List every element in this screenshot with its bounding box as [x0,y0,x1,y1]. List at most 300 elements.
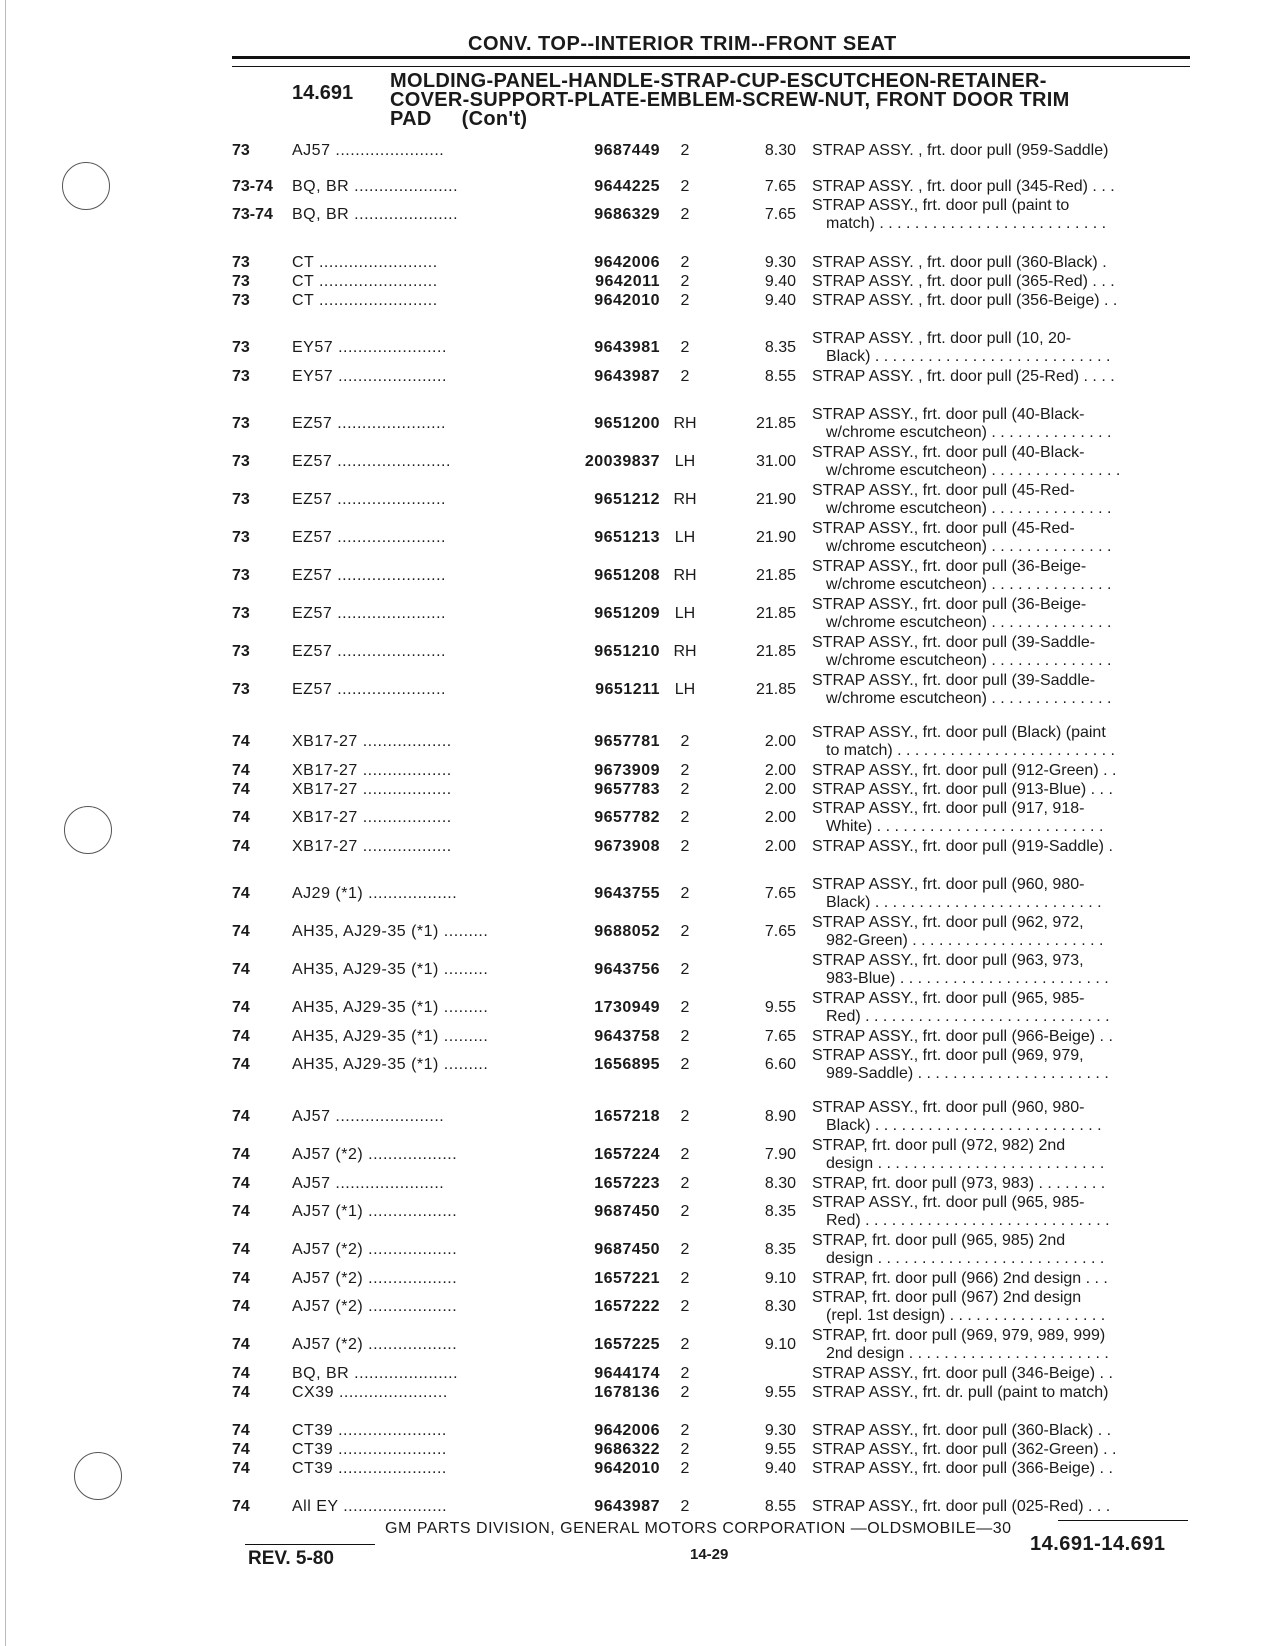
row-description [812,330,1184,366]
row-year: 74 [232,1336,250,1353]
row-part-number: 9643758 [594,1028,660,1045]
row-year: 73 [232,529,250,546]
row-part-number: 9651211 [595,681,660,698]
row-description-line: STRAP ASSY. , frt. door pull (959-Saddle) [812,142,1109,159]
row-description-line: w/chrome escutcheon) . . . . . . . . . . . . . . [826,538,1112,555]
row-part-number: 1657223 [594,1175,660,1192]
row-description [812,914,1184,950]
row-description-line: STRAP ASSY., frt. door pull (36-Beige- [812,596,1087,613]
binder-hole-bottom [74,1452,122,1500]
row-description [812,1194,1184,1230]
row-price: 8.30 [764,1298,796,1315]
row-description [812,1175,1184,1193]
row-description [812,1099,1184,1135]
row-description-line: 982-Green) . . . . . . . . . . . . . . . . . . . . . . [826,932,1104,949]
row-year: 73 [232,292,250,309]
row-description-line: STRAP ASSY. , frt. door pull (25-Red) . . . . [812,368,1115,385]
row-model: CT ........................ [292,273,438,290]
row-model: EY57 ...................... [292,339,447,356]
row-quantity: 2 [680,733,690,750]
row-price: 21.90 [755,529,796,546]
row-description-line: STRAP ASSY., frt. door pull (360-Black) . . [812,1422,1112,1439]
row-part-number: 9642010 [594,292,660,309]
row-price: 21.85 [755,415,796,432]
row-part-number: 9643755 [594,885,660,902]
row-price: 8.30 [764,142,796,159]
row-description-line: STRAP ASSY. , frt. door pull (365-Red) . . . [812,273,1115,290]
row-price: 21.85 [755,681,796,698]
row-year: 73 [232,453,250,470]
row-part-number: 9657782 [594,809,660,826]
row-year: 74 [232,1298,250,1315]
row-part-number: 1657225 [594,1336,660,1353]
row-quantity: 2 [680,809,690,826]
row-description-line: STRAP ASSY., frt. door pull (45-Red- [812,520,1075,537]
row-quantity: 2 [680,142,690,159]
row-part-number: 9643987 [594,1498,660,1515]
row-price: 8.90 [764,1108,796,1125]
row-quantity: 2 [680,781,690,798]
row-model: AJ57 (*2) .................. [292,1270,458,1287]
row-description-line: STRAP, frt. door pull (966) 2nd design . . . [812,1270,1108,1287]
row-description-line: STRAP ASSY., frt. door pull (960, 980- [812,876,1085,893]
row-part-number: 9673909 [594,762,660,779]
row-description [812,1270,1184,1288]
row-price: 21.85 [755,643,796,660]
section-title-line: MOLDING-PANEL-HANDLE-STRAP-CUP-ESCUTCHEON-RETAINER- [390,70,1047,92]
row-quantity: 2 [680,999,690,1016]
row-description [812,368,1184,386]
row-price: 2.00 [764,762,796,779]
row-description-line: STRAP ASSY., frt. door pull (Black) (paint [812,724,1106,741]
row-quantity: 2 [680,1028,690,1045]
row-description [812,781,1184,799]
row-quantity: 2 [680,1175,690,1192]
row-year: 74 [232,1460,250,1477]
row-part-number: 9686322 [594,1441,660,1458]
row-model: AJ57 (*2) .................. [292,1298,458,1315]
row-model: AH35, AJ29-35 (*1) ......... [292,1056,489,1073]
row-quantity: LH [674,681,696,698]
row-model: EZ57 ...................... [292,415,446,432]
row-model: EY57 ...................... [292,368,447,385]
row-description [812,672,1184,708]
row-description-line: STRAP ASSY., frt. door pull (40-Black- [812,406,1085,423]
row-part-number: 9642010 [594,1460,660,1477]
row-price: 7.90 [764,1146,796,1163]
row-description-line: STRAP ASSY., frt. door pull (962, 972, [812,914,1084,931]
row-quantity: 2 [680,339,690,356]
row-model: EZ57 ...................... [292,491,446,508]
header-rule-thin [232,66,1190,67]
row-part-number: 1657222 [594,1298,660,1315]
row-year: 74 [232,1146,250,1163]
row-model: EZ57 ...................... [292,605,446,622]
row-quantity: 2 [680,762,690,779]
row-description-line: STRAP ASSY., frt. door pull (917, 918- [812,800,1085,817]
row-price: 7.65 [764,923,796,940]
row-description-line: STRAP, frt. door pull (969, 979, 989, 999) [812,1327,1106,1344]
row-year: 74 [232,1498,250,1515]
row-description [812,1441,1184,1459]
row-description [812,1232,1184,1268]
row-description [812,1047,1184,1083]
row-model: AJ57 (*2) .................. [292,1146,458,1163]
row-description-line: STRAP, frt. door pull (972, 982) 2nd [812,1137,1066,1154]
row-description-line: STRAP ASSY., frt. door pull (912-Green) . . [812,762,1117,779]
row-year: 74 [232,733,250,750]
row-price: 8.35 [764,339,796,356]
row-price: 2.00 [764,838,796,855]
row-price: 7.65 [764,885,796,902]
row-quantity: 2 [680,1108,690,1125]
row-model: All EY ..................... [292,1498,448,1515]
row-part-number: 9644225 [594,178,660,195]
row-year: 74 [232,1108,250,1125]
row-model: EZ57 ...................... [292,529,446,546]
row-price: 2.00 [764,809,796,826]
row-price: 21.90 [755,491,796,508]
row-description-line: STRAP ASSY., frt. door pull (963, 973, [812,952,1084,969]
row-description-line: design . . . . . . . . . . . . . . . . . . . . . . . . . . [826,1250,1105,1267]
row-price: 9.55 [764,999,796,1016]
row-year: 73 [232,643,250,660]
row-model: CT39 ...................... [292,1441,447,1458]
row-year: 74 [232,1028,250,1045]
row-price: 2.00 [764,781,796,798]
row-model: CT ........................ [292,292,438,309]
row-price: 8.30 [764,1175,796,1192]
row-description-line: STRAP ASSY., frt. dr. pull (paint to match) [812,1384,1109,1401]
row-quantity: LH [674,453,696,470]
row-quantity: 2 [680,368,690,385]
row-part-number: 9657781 [594,733,660,750]
row-year: 74 [232,1441,250,1458]
row-price: 9.40 [764,1460,796,1477]
row-description-line: design . . . . . . . . . . . . . . . . . . . . . . . . . . [826,1155,1105,1172]
row-year: 74 [232,1203,250,1220]
row-price: 7.65 [764,206,796,223]
row-model: AH35, AJ29-35 (*1) ......... [292,1028,489,1045]
header-rule [232,56,1190,59]
row-quantity: 2 [680,1056,690,1073]
row-quantity: RH [673,491,697,508]
row-description [812,724,1184,760]
row-description-line: w/chrome escutcheon) . . . . . . . . . . . . . . [826,576,1112,593]
row-quantity: 2 [680,206,690,223]
row-description-line: STRAP, frt. door pull (967) 2nd design [812,1289,1082,1306]
row-quantity: 2 [680,1203,690,1220]
row-price: 9.40 [764,292,796,309]
row-description-line: STRAP ASSY., frt. door pull (965, 985- [812,1194,1085,1211]
row-part-number: 1657218 [594,1108,660,1125]
row-year: 73 [232,142,250,159]
row-quantity: 2 [680,1441,690,1458]
row-model: BQ, BR ..................... [292,206,459,223]
row-year: 74 [232,781,250,798]
row-description-line: match) . . . . . . . . . . . . . . . . . . . . . . . . . . [826,215,1107,232]
row-description [812,197,1184,233]
row-price: 21.85 [755,605,796,622]
row-model: CT39 ...................... [292,1460,447,1477]
row-description-line: w/chrome escutcheon) . . . . . . . . . . . . . . [826,614,1112,631]
row-price: 7.65 [764,1028,796,1045]
row-description-line: STRAP ASSY., frt. door pull (965, 985- [812,990,1085,1007]
row-price: 8.55 [764,368,796,385]
row-year: 74 [232,1241,250,1258]
row-description-line: STRAP ASSY., frt. door pull (40-Black- [812,444,1085,461]
row-model: EZ57 ...................... [292,643,446,660]
row-description-line: STRAP ASSY., frt. door pull (paint to [812,197,1070,214]
row-year: 74 [232,1384,250,1401]
row-description-line: to match) . . . . . . . . . . . . . . . . . . . . . . . . . [826,742,1115,759]
row-model: BQ, BR ..................... [292,1365,459,1382]
row-quantity: 2 [680,178,690,195]
row-description-line: Red) . . . . . . . . . . . . . . . . . . . . . . . . . . . . [826,1008,1110,1025]
row-quantity: 2 [680,1241,690,1258]
row-description-line: STRAP, frt. door pull (973, 983) . . . . . . . . [812,1175,1106,1192]
row-model: XB17-27 .................. [292,809,452,826]
row-price: 8.55 [764,1498,796,1515]
row-model: AJ57 (*2) .................. [292,1336,458,1353]
row-description-line: STRAP ASSY. , frt. door pull (345-Red) . . . [812,178,1115,195]
row-description [812,1422,1184,1440]
row-description-line: STRAP ASSY., frt. door pull (969, 979, [812,1047,1084,1064]
row-price: 9.30 [764,254,796,271]
row-quantity: 2 [680,885,690,902]
row-part-number: 9651210 [594,643,660,660]
row-year: 73 [232,368,250,385]
row-model: XB17-27 .................. [292,733,452,750]
row-description-line: STRAP ASSY., frt. door pull (960, 980- [812,1099,1085,1116]
row-part-number: 9651209 [594,605,660,622]
row-year: 73-74 [232,178,273,195]
row-quantity: 2 [680,1336,690,1353]
row-quantity: 2 [680,961,690,978]
row-description [812,292,1184,310]
row-model: CX39 ...................... [292,1384,448,1401]
row-description-line: STRAP ASSY. , frt. door pull (360-Black) . [812,254,1107,271]
page-header-title: CONV. TOP--INTERIOR TRIM--FRONT SEAT [468,33,897,55]
row-year: 74 [232,885,250,902]
row-model: AH35, AJ29-35 (*1) ......... [292,923,489,940]
row-model: AJ57 (*1) .................. [292,1203,458,1220]
row-year: 74 [232,1056,250,1073]
row-description [812,482,1184,518]
row-year: 74 [232,1270,250,1287]
row-year: 74 [232,838,250,855]
row-part-number: 9673908 [594,838,660,855]
row-description [812,1327,1184,1363]
row-model: BQ, BR ..................... [292,178,459,195]
row-part-number: 9687450 [594,1241,660,1258]
row-description-line: STRAP, frt. door pull (965, 985) 2nd [812,1232,1066,1249]
row-model: AJ57 ...................... [292,1175,445,1192]
row-description [812,634,1184,670]
row-year: 74 [232,1175,250,1192]
row-description-line: w/chrome escutcheon) . . . . . . . . . . . . . . . [826,462,1121,479]
row-part-number: 9651200 [594,415,660,432]
row-description-line: STRAP ASSY., frt. door pull (36-Beige- [812,558,1087,575]
row-description-line: White) . . . . . . . . . . . . . . . . . . . . . . . . . . [826,818,1104,835]
row-description-line: STRAP ASSY., frt. door pull (025-Red) . . . [812,1498,1111,1515]
row-model: XB17-27 .................. [292,781,452,798]
row-description [812,952,1184,988]
row-description [812,1384,1184,1402]
row-part-number: 9651212 [594,491,660,508]
row-part-number: 9657783 [594,781,660,798]
row-description [812,800,1184,836]
row-description-line: Red) . . . . . . . . . . . . . . . . . . . . . . . . . . . . [826,1212,1110,1229]
footer-rule-right [1058,1520,1188,1521]
row-year: 73 [232,491,250,508]
row-year: 73 [232,681,250,698]
row-quantity: 2 [680,254,690,271]
row-quantity: 2 [680,838,690,855]
row-part-number: 1657224 [594,1146,660,1163]
row-description-line: STRAP ASSY. , frt. door pull (10, 20- [812,330,1072,347]
row-model: AJ57 ...................... [292,142,445,159]
row-price: 7.65 [764,178,796,195]
row-description-line: Black) . . . . . . . . . . . . . . . . . . . . . . . . . . . [826,348,1111,365]
row-part-number: 9644174 [594,1365,660,1382]
section-number: 14.691 [292,82,354,104]
row-part-number: 9642006 [594,1422,660,1439]
row-model: AJ57 ...................... [292,1108,445,1125]
row-description [812,444,1184,480]
row-description [812,1365,1184,1383]
row-price: 2.00 [764,733,796,750]
row-part-number: 9687450 [594,1203,660,1220]
section-title-line: COVER-SUPPORT-PLATE-EMBLEM-SCREW-NUT, FRONT DOOR TRIM [390,89,1070,111]
row-year: 73 [232,254,250,271]
row-quantity: 2 [680,923,690,940]
row-description [812,254,1184,272]
row-description [812,273,1184,291]
footer-rule-left [245,1544,375,1545]
row-model: AJ29 (*1) .................. [292,885,458,902]
row-quantity: 2 [680,1146,690,1163]
row-description [812,142,1184,160]
row-quantity: LH [674,605,696,622]
row-year: 74 [232,762,250,779]
row-price: 9.55 [764,1384,796,1401]
continued-label: (Con't) [461,108,528,130]
row-price: 8.35 [764,1203,796,1220]
row-model: AH35, AJ29-35 (*1) ......... [292,999,489,1016]
page-margin-line [5,0,6,1646]
row-year: 73 [232,273,250,290]
row-price: 9.30 [764,1422,796,1439]
row-year: 74 [232,999,250,1016]
row-description-line: w/chrome escutcheon) . . . . . . . . . . . . . . [826,690,1112,707]
row-quantity: 2 [680,1270,690,1287]
row-part-number: 1678136 [594,1384,660,1401]
row-description-line: 989-Saddle) . . . . . . . . . . . . . . . . . . . . . . [826,1065,1109,1082]
row-description-line: STRAP ASSY. , frt. door pull (356-Beige) . . [812,292,1118,309]
row-description [812,406,1184,442]
row-quantity: 2 [680,1498,690,1515]
row-description-line: STRAP ASSY., frt. door pull (966-Beige) . . [812,1028,1113,1045]
row-quantity: RH [673,643,697,660]
row-description-line: 2nd design . . . . . . . . . . . . . . . . . . . . . . . [826,1345,1109,1362]
row-description [812,1289,1184,1325]
row-year: 74 [232,1422,250,1439]
row-part-number: 1656895 [594,1056,660,1073]
row-quantity: 2 [680,1460,690,1477]
row-price: 6.60 [764,1056,796,1073]
row-part-number: 9686329 [594,206,660,223]
row-model: EZ57 ...................... [292,567,446,584]
row-description-line: STRAP ASSY., frt. door pull (919-Saddle) . [812,838,1113,855]
row-year: 73-74 [232,206,273,223]
row-part-number: 1657221 [594,1270,660,1287]
row-model: AJ57 (*2) .................. [292,1241,458,1258]
row-part-number: 9643981 [594,339,660,356]
row-description [812,838,1184,856]
row-model: XB17-27 .................. [292,762,452,779]
row-quantity: RH [673,415,697,432]
row-price: 8.35 [764,1241,796,1258]
row-description-line: w/chrome escutcheon) . . . . . . . . . . . . . . [826,652,1112,669]
row-quantity: 2 [680,1298,690,1315]
row-description [812,1498,1184,1516]
row-quantity: 2 [680,273,690,290]
row-description [812,520,1184,556]
row-description [812,596,1184,632]
row-description-line: Black) . . . . . . . . . . . . . . . . . . . . . . . . . . [826,1117,1102,1134]
row-model: AH35, AJ29-35 (*1) ......... [292,961,489,978]
row-year: 73 [232,415,250,432]
row-model: XB17-27 .................. [292,838,452,855]
row-quantity: 2 [680,1365,690,1382]
row-year: 74 [232,961,250,978]
row-year: 74 [232,923,250,940]
footer-section-ref: 14.691-14.691 [1030,1533,1166,1555]
row-model: CT ........................ [292,254,438,271]
row-price: 9.55 [764,1441,796,1458]
row-price: 31.00 [755,453,796,470]
row-model: EZ57 ...................... [292,681,446,698]
row-description-line: (repl. 1st design) . . . . . . . . . . . . . . . . . . [826,1307,1106,1324]
row-year: 73 [232,605,250,622]
row-description-line: STRAP ASSY., frt. door pull (913-Blue) . . . [812,781,1113,798]
row-description-line: Black) . . . . . . . . . . . . . . . . . . . . . . . . . . [826,894,1102,911]
row-quantity: 2 [680,1422,690,1439]
row-part-number: 9643756 [594,961,660,978]
row-quantity: 2 [680,1384,690,1401]
row-description-line: w/chrome escutcheon) . . . . . . . . . . . . . . [826,500,1112,517]
section-title-line: PAD [390,108,432,130]
footer-publisher: GM PARTS DIVISION, GENERAL MOTORS CORPORATION —OLDSMOBILE—30 [385,1520,1012,1537]
row-year: 73 [232,339,250,356]
row-description-line: STRAP ASSY., frt. door pull (45-Red- [812,482,1075,499]
row-description-line: STRAP ASSY., frt. door pull (366-Beige) . . [812,1460,1113,1477]
binder-hole-middle [64,806,112,854]
row-part-number: 9643987 [594,368,660,385]
row-part-number: 9651213 [594,529,660,546]
row-description-line: STRAP ASSY., frt. door pull (39-Saddle- [812,634,1096,651]
row-part-number: 9642011 [595,273,660,290]
row-price: 9.10 [764,1336,796,1353]
row-description-line: STRAP ASSY., frt. door pull (346-Beige) . . [812,1365,1113,1382]
row-model: CT39 ...................... [292,1422,447,1439]
row-model: EZ57 ....................... [292,453,451,470]
row-description [812,178,1184,196]
row-description [812,1137,1184,1173]
row-part-number: 20039837 [584,453,660,470]
row-part-number: 9688052 [594,923,660,940]
